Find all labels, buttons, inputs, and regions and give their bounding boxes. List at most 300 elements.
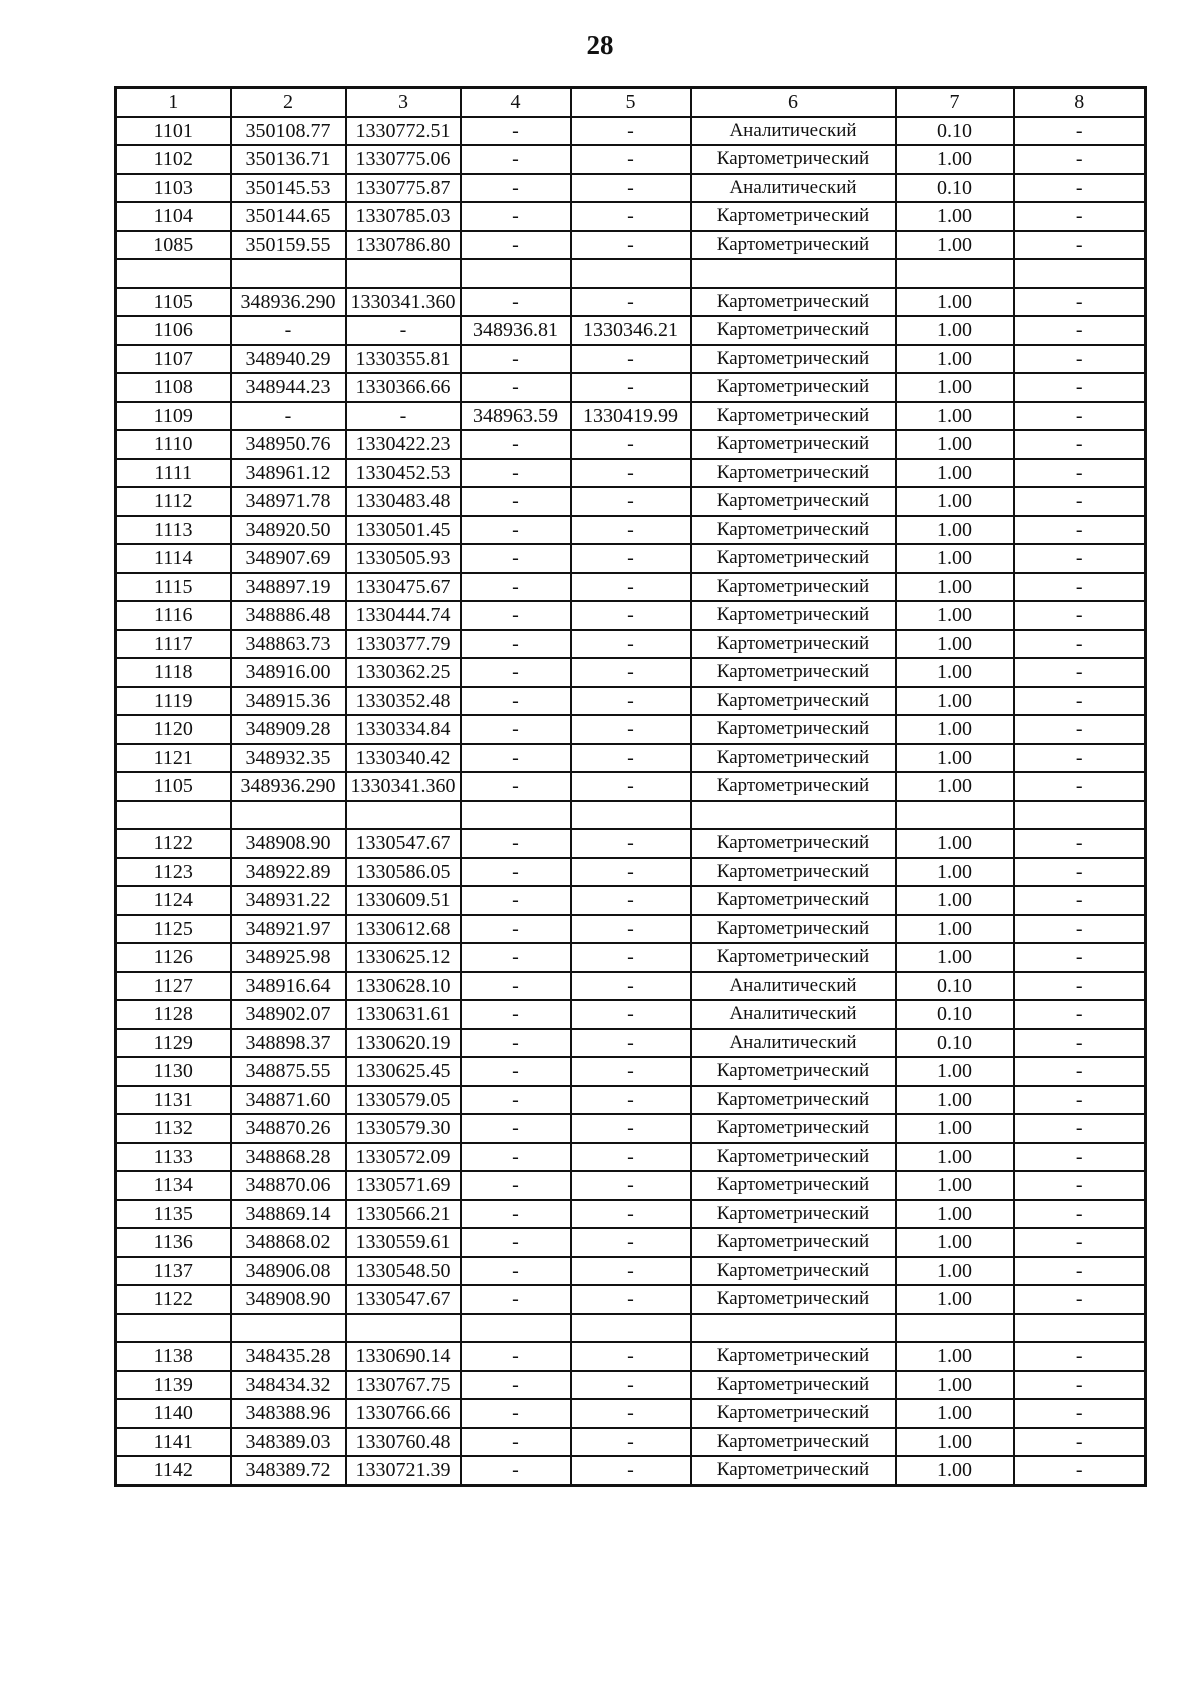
accuracy-cell: 1.00 [896,886,1014,915]
method-cell: Картометрический [691,858,896,887]
new-x-coordinate-cell: - [461,1143,571,1172]
y-coordinate-cell: 1330760.48 [346,1428,461,1457]
accuracy-cell: 1.00 [896,858,1014,887]
accuracy-cell: 1.00 [896,1114,1014,1143]
point-number-cell: 1114 [116,544,231,573]
y-coordinate-cell [346,1314,461,1343]
accuracy-cell: 1.00 [896,288,1014,317]
new-x-coordinate-cell: - [461,202,571,231]
new-x-coordinate-cell: - [461,459,571,488]
method-cell: Картометрический [691,1114,896,1143]
x-coordinate-cell: 348875.55 [231,1057,346,1086]
method-cell: Картометрический [691,1342,896,1371]
note-cell: - [1014,288,1146,317]
y-coordinate-cell: 1330341.360 [346,288,461,317]
x-coordinate-cell: 348944.23 [231,373,346,402]
new-y-coordinate-cell: - [571,202,691,231]
y-coordinate-cell: 1330547.67 [346,1285,461,1314]
accuracy-cell: 1.00 [896,829,1014,858]
point-number-cell: 1126 [116,943,231,972]
point-number-cell: 1128 [116,1000,231,1029]
accuracy-cell: 1.00 [896,915,1014,944]
table-separator-row [116,801,1146,830]
table-row [116,117,1146,146]
new-x-coordinate-cell: - [461,1285,571,1314]
x-coordinate-cell: 348932.35 [231,744,346,773]
point-number-cell: 1119 [116,687,231,716]
method-cell: Картометрический [691,345,896,374]
new-x-coordinate-cell [461,801,571,830]
table-row [116,1456,1146,1485]
new-y-coordinate-cell: - [571,345,691,374]
point-number-cell: 1085 [116,231,231,260]
point-number-cell: 1121 [116,744,231,773]
accuracy-cell: 0.10 [896,972,1014,1001]
table-separator-row [116,1314,1146,1343]
note-cell: - [1014,1228,1146,1257]
y-coordinate-cell: 1330505.93 [346,544,461,573]
column-header: 8 [1014,88,1146,117]
method-cell: Картометрический [691,744,896,773]
new-x-coordinate-cell: - [461,1371,571,1400]
y-coordinate-cell: 1330612.68 [346,915,461,944]
note-cell: - [1014,1257,1146,1286]
new-x-coordinate-cell: - [461,1114,571,1143]
new-x-coordinate-cell: - [461,829,571,858]
point-number-cell: 1113 [116,516,231,545]
method-cell: Картометрический [691,402,896,431]
point-number-cell: 1102 [116,145,231,174]
y-coordinate-cell: 1330721.39 [346,1456,461,1485]
new-y-coordinate-cell: - [571,1114,691,1143]
new-x-coordinate-cell: - [461,487,571,516]
new-y-coordinate-cell: - [571,1171,691,1200]
x-coordinate-cell [231,259,346,288]
method-cell: Картометрический [691,1200,896,1229]
table-row [116,573,1146,602]
column-header: 6 [691,88,896,117]
new-y-coordinate-cell: - [571,516,691,545]
table-row [116,487,1146,516]
y-coordinate-cell: 1330767.75 [346,1371,461,1400]
note-cell: - [1014,1057,1146,1086]
new-x-coordinate-cell: - [461,145,571,174]
note-cell: - [1014,1171,1146,1200]
method-cell: Картометрический [691,1257,896,1286]
new-y-coordinate-cell: - [571,858,691,887]
y-coordinate-cell: 1330501.45 [346,516,461,545]
note-cell: - [1014,1399,1146,1428]
accuracy-cell: 1.00 [896,601,1014,630]
accuracy-cell [896,801,1014,830]
note-cell: - [1014,715,1146,744]
new-y-coordinate-cell: - [571,174,691,203]
point-number-cell: 1124 [116,886,231,915]
x-coordinate-cell: 350136.71 [231,145,346,174]
y-coordinate-cell: 1330775.87 [346,174,461,203]
method-cell: Картометрический [691,601,896,630]
accuracy-cell: 1.00 [896,345,1014,374]
accuracy-cell: 1.00 [896,544,1014,573]
new-x-coordinate-cell: - [461,744,571,773]
method-cell: Картометрический [691,573,896,602]
note-cell: - [1014,744,1146,773]
new-y-coordinate-cell: - [571,658,691,687]
new-x-coordinate-cell: - [461,516,571,545]
new-y-coordinate-cell: - [571,943,691,972]
new-y-coordinate-cell [571,259,691,288]
x-coordinate-cell: 348898.37 [231,1029,346,1058]
new-x-coordinate-cell: - [461,915,571,944]
table-body [116,117,1146,1486]
note-cell: - [1014,202,1146,231]
y-coordinate-cell: 1330628.10 [346,972,461,1001]
method-cell: Картометрический [691,1371,896,1400]
new-y-coordinate-cell: - [571,573,691,602]
point-number-cell: 1109 [116,402,231,431]
x-coordinate-cell: 348868.28 [231,1143,346,1172]
note-cell: - [1014,1029,1146,1058]
new-x-coordinate-cell: - [461,658,571,687]
table-row [116,715,1146,744]
y-coordinate-cell: 1330766.66 [346,1399,461,1428]
new-y-coordinate-cell: - [571,1200,691,1229]
table-row [116,1000,1146,1029]
table-row [116,430,1146,459]
y-coordinate-cell: 1330547.67 [346,829,461,858]
note-cell: - [1014,829,1146,858]
accuracy-cell: 1.00 [896,487,1014,516]
note-cell: - [1014,687,1146,716]
point-number-cell: 1140 [116,1399,231,1428]
note-cell: - [1014,1285,1146,1314]
accuracy-cell: 1.00 [896,573,1014,602]
note-cell: - [1014,145,1146,174]
y-coordinate-cell: 1330566.21 [346,1200,461,1229]
y-coordinate-cell: 1330579.05 [346,1086,461,1115]
new-y-coordinate-cell: - [571,1428,691,1457]
new-y-coordinate-cell: - [571,772,691,801]
note-cell: - [1014,772,1146,801]
accuracy-cell: 1.00 [896,744,1014,773]
y-coordinate-cell: 1330340.42 [346,744,461,773]
new-x-coordinate-cell: - [461,544,571,573]
note-cell: - [1014,886,1146,915]
new-y-coordinate-cell [571,1314,691,1343]
note-cell [1014,801,1146,830]
method-cell: Картометрический [691,231,896,260]
new-y-coordinate-cell: - [571,744,691,773]
accuracy-cell: 1.00 [896,1171,1014,1200]
table-row [116,174,1146,203]
x-coordinate-cell [231,1314,346,1343]
point-number-cell: 1136 [116,1228,231,1257]
note-cell: - [1014,1000,1146,1029]
method-cell: Аналитический [691,972,896,1001]
y-coordinate-cell: 1330625.12 [346,943,461,972]
method-cell: Картометрический [691,202,896,231]
point-number-cell: 1108 [116,373,231,402]
method-cell: Картометрический [691,1285,896,1314]
column-header: 7 [896,88,1014,117]
new-y-coordinate-cell: - [571,459,691,488]
new-x-coordinate-cell: - [461,373,571,402]
y-coordinate-cell [346,259,461,288]
y-coordinate-cell: 1330548.50 [346,1257,461,1286]
table-row [116,1086,1146,1115]
method-cell: Картометрический [691,516,896,545]
x-coordinate-cell: 348388.96 [231,1399,346,1428]
method-cell: Картометрический [691,1228,896,1257]
new-y-coordinate-cell: - [571,687,691,716]
column-header: 5 [571,88,691,117]
new-y-coordinate-cell: - [571,886,691,915]
accuracy-cell: 1.00 [896,687,1014,716]
point-number-cell: 1138 [116,1342,231,1371]
accuracy-cell: 1.00 [896,202,1014,231]
table-row [116,772,1146,801]
y-coordinate-cell: 1330341.360 [346,772,461,801]
y-coordinate-cell: 1330444.74 [346,601,461,630]
note-cell [1014,1314,1146,1343]
point-number-cell: 1116 [116,601,231,630]
note-cell: - [1014,943,1146,972]
table-header-row [116,88,1146,117]
method-cell: Картометрический [691,487,896,516]
new-y-coordinate-cell: - [571,1342,691,1371]
new-y-coordinate-cell: - [571,715,691,744]
x-coordinate-cell: 348971.78 [231,487,346,516]
point-number-cell: 1139 [116,1371,231,1400]
x-coordinate-cell: 350145.53 [231,174,346,203]
note-cell: - [1014,658,1146,687]
x-coordinate-cell: 350144.65 [231,202,346,231]
x-coordinate-cell [231,801,346,830]
table-row [116,1114,1146,1143]
new-x-coordinate-cell: - [461,886,571,915]
new-x-coordinate-cell [461,259,571,288]
point-number-cell: 1122 [116,1285,231,1314]
y-coordinate-cell: 1330772.51 [346,117,461,146]
method-cell: Картометрический [691,1171,896,1200]
x-coordinate-cell: 348434.32 [231,1371,346,1400]
method-cell: Картометрический [691,459,896,488]
method-cell: Картометрический [691,430,896,459]
accuracy-cell: 1.00 [896,1057,1014,1086]
y-coordinate-cell: 1330572.09 [346,1143,461,1172]
method-cell: Картометрический [691,715,896,744]
note-cell: - [1014,1143,1146,1172]
method-cell: Картометрический [691,886,896,915]
new-y-coordinate-cell: - [571,544,691,573]
point-number-cell: 1112 [116,487,231,516]
accuracy-cell: 1.00 [896,430,1014,459]
coordinates-table [114,86,1147,1487]
new-y-coordinate-cell: - [571,1399,691,1428]
table-row [116,316,1146,345]
x-coordinate-cell: 348906.08 [231,1257,346,1286]
new-y-coordinate-cell: - [571,373,691,402]
accuracy-cell: 1.00 [896,630,1014,659]
y-coordinate-cell: 1330620.19 [346,1029,461,1058]
point-number-cell: 1120 [116,715,231,744]
new-x-coordinate-cell: - [461,601,571,630]
new-x-coordinate-cell: - [461,1171,571,1200]
accuracy-cell: 1.00 [896,1371,1014,1400]
accuracy-cell: 1.00 [896,1257,1014,1286]
new-x-coordinate-cell: - [461,345,571,374]
new-x-coordinate-cell: - [461,1228,571,1257]
table-row [116,1257,1146,1286]
table-row [116,886,1146,915]
new-y-coordinate-cell: - [571,1057,691,1086]
new-y-coordinate-cell: - [571,430,691,459]
column-header: 3 [346,88,461,117]
point-number-cell: 1117 [116,630,231,659]
new-x-coordinate-cell: - [461,858,571,887]
table-row [116,373,1146,402]
y-coordinate-cell: 1330586.05 [346,858,461,887]
note-cell: - [1014,174,1146,203]
note-cell: - [1014,573,1146,602]
new-y-coordinate-cell: - [571,1285,691,1314]
note-cell: - [1014,544,1146,573]
accuracy-cell: 1.00 [896,459,1014,488]
method-cell: Картометрический [691,630,896,659]
column-header: 2 [231,88,346,117]
accuracy-cell [896,1314,1014,1343]
new-y-coordinate-cell: - [571,145,691,174]
x-coordinate-cell: 348871.60 [231,1086,346,1115]
new-y-coordinate-cell: - [571,117,691,146]
new-x-coordinate-cell: - [461,687,571,716]
new-x-coordinate-cell: - [461,772,571,801]
accuracy-cell: 0.10 [896,174,1014,203]
new-x-coordinate-cell: - [461,715,571,744]
y-coordinate-cell: 1330690.14 [346,1342,461,1371]
table-row [116,829,1146,858]
x-coordinate-cell: 348916.64 [231,972,346,1001]
point-number-cell: 1137 [116,1257,231,1286]
accuracy-cell: 1.00 [896,516,1014,545]
point-number-cell: 1134 [116,1171,231,1200]
new-y-coordinate-cell: - [571,1143,691,1172]
method-cell [691,801,896,830]
x-coordinate-cell: 348915.36 [231,687,346,716]
x-coordinate-cell: 348936.290 [231,288,346,317]
new-y-coordinate-cell: 1330419.99 [571,402,691,431]
table-row [116,402,1146,431]
method-cell: Картометрический [691,373,896,402]
accuracy-cell: 1.00 [896,231,1014,260]
point-number-cell: 1107 [116,345,231,374]
new-y-coordinate-cell: - [571,601,691,630]
column-header: 4 [461,88,571,117]
table-row [116,658,1146,687]
note-cell: - [1014,630,1146,659]
new-x-coordinate-cell: - [461,1200,571,1229]
y-coordinate-cell: 1330559.61 [346,1228,461,1257]
table-row [116,858,1146,887]
x-coordinate-cell: 348868.02 [231,1228,346,1257]
y-coordinate-cell: 1330785.03 [346,202,461,231]
table-row [116,1342,1146,1371]
table-row [116,1057,1146,1086]
x-coordinate-cell: 348922.89 [231,858,346,887]
x-coordinate-cell: 348931.22 [231,886,346,915]
new-x-coordinate-cell: - [461,1342,571,1371]
accuracy-cell: 1.00 [896,1399,1014,1428]
x-coordinate-cell: 348389.72 [231,1456,346,1485]
point-number-cell: 1131 [116,1086,231,1115]
accuracy-cell: 1.00 [896,145,1014,174]
accuracy-cell: 1.00 [896,772,1014,801]
new-x-coordinate-cell: 348936.81 [461,316,571,345]
point-number-cell: 1132 [116,1114,231,1143]
y-coordinate-cell: 1330483.48 [346,487,461,516]
x-coordinate-cell: 348435.28 [231,1342,346,1371]
x-coordinate-cell: 348902.07 [231,1000,346,1029]
y-coordinate-cell [346,801,461,830]
note-cell: - [1014,1342,1146,1371]
x-coordinate-cell: 348863.73 [231,630,346,659]
new-x-coordinate-cell: - [461,288,571,317]
point-number-cell: 1122 [116,829,231,858]
new-y-coordinate-cell: - [571,972,691,1001]
table-row [116,1371,1146,1400]
accuracy-cell: 1.00 [896,1228,1014,1257]
accuracy-cell: 1.00 [896,1200,1014,1229]
table-row [116,1171,1146,1200]
method-cell: Картометрический [691,288,896,317]
page-number: 28 [586,30,614,60]
accuracy-cell: 1.00 [896,316,1014,345]
y-coordinate-cell: 1330571.69 [346,1171,461,1200]
new-x-coordinate-cell: - [461,1428,571,1457]
point-number-cell: 1142 [116,1456,231,1485]
new-x-coordinate-cell: - [461,1399,571,1428]
method-cell: Картометрический [691,1428,896,1457]
note-cell: - [1014,430,1146,459]
new-y-coordinate-cell: - [571,288,691,317]
x-coordinate-cell: 348886.48 [231,601,346,630]
y-coordinate-cell: 1330786.80 [346,231,461,260]
table-row [116,516,1146,545]
method-cell [691,259,896,288]
new-y-coordinate-cell: - [571,1029,691,1058]
table-row [116,943,1146,972]
point-number-cell: 1123 [116,858,231,887]
y-coordinate-cell: 1330475.67 [346,573,461,602]
point-number-cell: 1103 [116,174,231,203]
note-cell: - [1014,345,1146,374]
new-x-coordinate-cell: - [461,972,571,1001]
y-coordinate-cell: 1330366.66 [346,373,461,402]
accuracy-cell: 1.00 [896,943,1014,972]
note-cell: - [1014,1086,1146,1115]
point-number-cell [116,259,231,288]
note-cell: - [1014,858,1146,887]
note-cell: - [1014,972,1146,1001]
point-number-cell: 1133 [116,1143,231,1172]
accuracy-cell: 0.10 [896,1000,1014,1029]
table-row [116,1228,1146,1257]
new-x-coordinate-cell: - [461,1029,571,1058]
new-x-coordinate-cell: - [461,573,571,602]
new-x-coordinate-cell: - [461,231,571,260]
column-header: 1 [116,88,231,117]
method-cell: Аналитический [691,117,896,146]
